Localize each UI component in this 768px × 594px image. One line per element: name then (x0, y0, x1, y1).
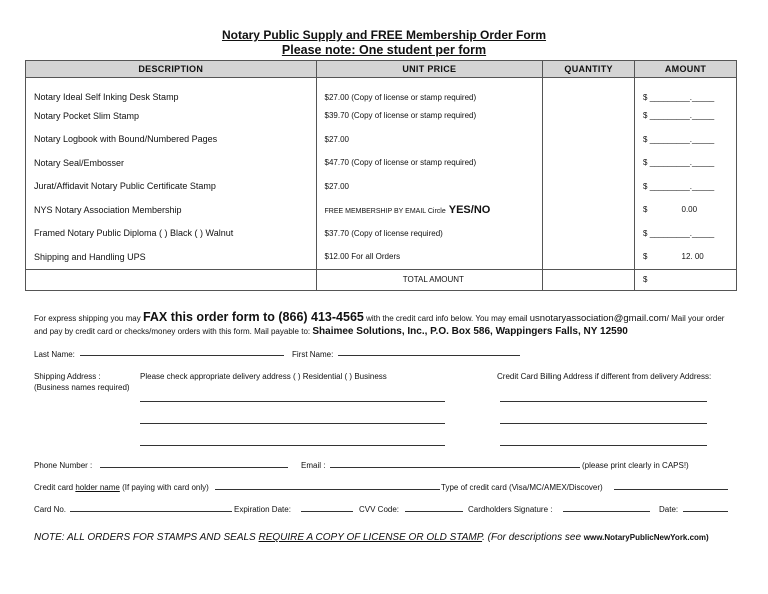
row-quantity[interactable] (543, 128, 635, 152)
cc-holder-field[interactable] (215, 489, 440, 490)
total-quantity (543, 269, 635, 290)
order-table (25, 60, 737, 291)
amount-text: $ (643, 205, 648, 215)
row-description: Framed Notary Public Diploma ( ) Black ( ) Walnut (26, 222, 317, 246)
row-unit-price (316, 198, 543, 222)
date-field[interactable] (683, 511, 728, 512)
amount-value: 0.00 (681, 205, 698, 215)
table-row (26, 128, 737, 152)
email-field[interactable] (330, 467, 580, 468)
cc-holder-underlined: holder name (75, 483, 120, 492)
amount-text: $ _________._____ (643, 134, 715, 144)
col-header-unit-price: UNIT PRICE (316, 61, 543, 78)
shipping-line-3[interactable] (140, 445, 445, 446)
row-amount[interactable] (635, 151, 737, 175)
table-row (26, 245, 737, 269)
row-amount[interactable] (635, 104, 737, 128)
cc-holder-label (34, 483, 209, 492)
total-amount[interactable]: $ (635, 269, 737, 290)
price-text: $12.00 For all Orders (324, 252, 401, 262)
phone-label: Phone Number : (34, 461, 93, 470)
price-text: $47.70 (Copy of license or stamp required) (324, 158, 477, 168)
row-unit-price (316, 128, 543, 152)
signature-label: Cardholders Signature : (468, 505, 553, 514)
cc-type-label: Type of credit card (Visa/MC/AMEX/Discover) (441, 483, 603, 492)
row-description: Notary Ideal Self Inking Desk Stamp (26, 78, 317, 105)
date-label: Date: (659, 505, 679, 514)
email-label: Email : (301, 461, 326, 470)
last-name-label: Last Name: (34, 350, 75, 359)
row-description: Jurat/Affidavit Notary Public Certificate Stamp (26, 175, 317, 199)
amount-text: $ _________._____ (643, 228, 715, 238)
row-quantity[interactable] (543, 222, 635, 246)
form-title: Notary Public Supply and FREE Membership Order Form (221, 28, 547, 42)
note-underlined: REQUIRE A COPY OF LICENSE OR OLD STAMP (258, 532, 483, 543)
amount-text: $ _________._____ (643, 181, 715, 191)
cc-type-field[interactable] (614, 489, 728, 490)
row-quantity[interactable] (543, 245, 635, 269)
instructions-line1 (34, 310, 724, 324)
row-unit-price (316, 175, 543, 199)
note-text: NOTE: ALL ORDERS FOR STAMPS AND SEALS (34, 532, 256, 543)
row-amount[interactable] (635, 222, 737, 246)
billing-line-1[interactable] (500, 401, 707, 402)
col-header-description: DESCRIPTION (26, 61, 317, 78)
table-row (26, 151, 737, 175)
shipping-address-label: Shipping Address : (34, 372, 101, 381)
billing-line-3[interactable] (500, 445, 707, 446)
table-row (26, 78, 737, 105)
row-quantity[interactable] (543, 104, 635, 128)
row-unit-price (316, 78, 543, 105)
email-note: (please print clearly in CAPS!) (582, 461, 689, 470)
amount-text: $ _________._____ (643, 111, 715, 121)
fax-number: FAX this order form to (866) 413-4565 (142, 310, 364, 324)
cc-holder-text: Credit card (34, 483, 74, 492)
total-label: TOTAL AMOUNT (316, 269, 543, 290)
row-unit-price (316, 151, 543, 175)
form-subtitle: Please note: One student per form (281, 43, 487, 57)
yes-no-choice[interactable]: YES/NO (448, 203, 491, 216)
row-amount[interactable] (635, 198, 737, 222)
exp-date-field[interactable] (301, 511, 353, 512)
amount-text: $ (643, 252, 648, 262)
row-unit-price (316, 222, 543, 246)
cvv-field[interactable] (405, 511, 463, 512)
mailing-address: Shaimee Solutions, Inc., P.O. Box 586, Wappingers Falls, NY 12590 (312, 326, 628, 337)
billing-address-label: Credit Card Billing Address if different from delivery Address: (497, 372, 712, 381)
row-description: Shipping and Handling UPS (26, 245, 317, 269)
amount-text: $ _________._____ (643, 158, 715, 168)
col-header-amount: AMOUNT (635, 61, 737, 78)
total-row (26, 269, 737, 290)
first-name-label: First Name: (292, 350, 334, 359)
row-amount[interactable] (635, 78, 737, 105)
phone-field[interactable] (100, 467, 288, 468)
footer-note (34, 532, 709, 543)
price-text: FREE MEMBERSHIP BY EMAIL Circle (324, 207, 446, 215)
row-unit-price (316, 104, 543, 128)
row-quantity[interactable] (543, 78, 635, 105)
amount-value: 12. 00 (681, 252, 704, 262)
total-empty (26, 269, 317, 290)
price-text: $39.70 (Copy of license or stamp required) (324, 111, 477, 121)
instructions-line2 (34, 326, 628, 337)
row-quantity[interactable] (543, 175, 635, 199)
cvv-label: CVV Code: (359, 505, 400, 514)
row-amount[interactable] (635, 245, 737, 269)
row-description: Notary Seal/Embosser (26, 151, 317, 175)
amount-text: $ _________._____ (643, 92, 715, 102)
instr-text: For express shipping you may (34, 314, 141, 323)
col-header-quantity: QUANTITY (543, 61, 635, 78)
row-description: Notary Logbook with Bound/Numbered Pages (26, 128, 317, 152)
card-no-field[interactable] (70, 511, 232, 512)
shipping-line-2[interactable] (140, 423, 445, 424)
row-unit-price (316, 245, 543, 269)
exp-date-label: Expiration Date: (234, 505, 291, 514)
instr-text: / Mail your order (666, 314, 725, 323)
price-text: $27.00 (324, 134, 349, 144)
table-row (26, 222, 737, 246)
instr-text: and pay by credit card or checks/money orders with this form. Mail payable to: (34, 327, 311, 336)
row-description: Notary Pocket Slim Stamp (26, 104, 317, 128)
card-no-label: Card No. (34, 505, 67, 514)
row-description: NYS Notary Association Membership (26, 198, 317, 222)
cc-holder-note: (If paying with card only) (122, 483, 209, 492)
note-text: . (For descriptions see (482, 532, 582, 543)
table-row (26, 198, 737, 222)
email-link[interactable]: usnotaryassociation@gmail.com (529, 313, 667, 324)
row-amount[interactable] (635, 128, 737, 152)
table-row (26, 175, 737, 199)
row-quantity[interactable] (543, 198, 635, 222)
business-names-note: (Business names required) (34, 383, 130, 392)
row-amount[interactable] (635, 175, 737, 199)
table-header-row (26, 61, 737, 78)
price-text: $27.00 (324, 181, 349, 191)
price-text: $27.00 (Copy of license or stamp required) (324, 92, 477, 102)
price-text: $37.70 (Copy of license required) (324, 228, 443, 238)
instr-text: with the credit card info below. You may email (366, 314, 528, 323)
table-row (26, 104, 737, 128)
billing-line-2[interactable] (500, 423, 707, 424)
signature-field[interactable] (563, 511, 650, 512)
website-link[interactable]: www.NotaryPublicNewYork.com) (583, 533, 709, 542)
shipping-line-1[interactable] (140, 401, 445, 402)
delivery-type-check[interactable]: Please check appropriate delivery address ( ) Residential ( ) Business (140, 372, 387, 381)
last-name-field[interactable] (80, 355, 284, 356)
row-quantity[interactable] (543, 151, 635, 175)
first-name-field[interactable] (338, 355, 520, 356)
